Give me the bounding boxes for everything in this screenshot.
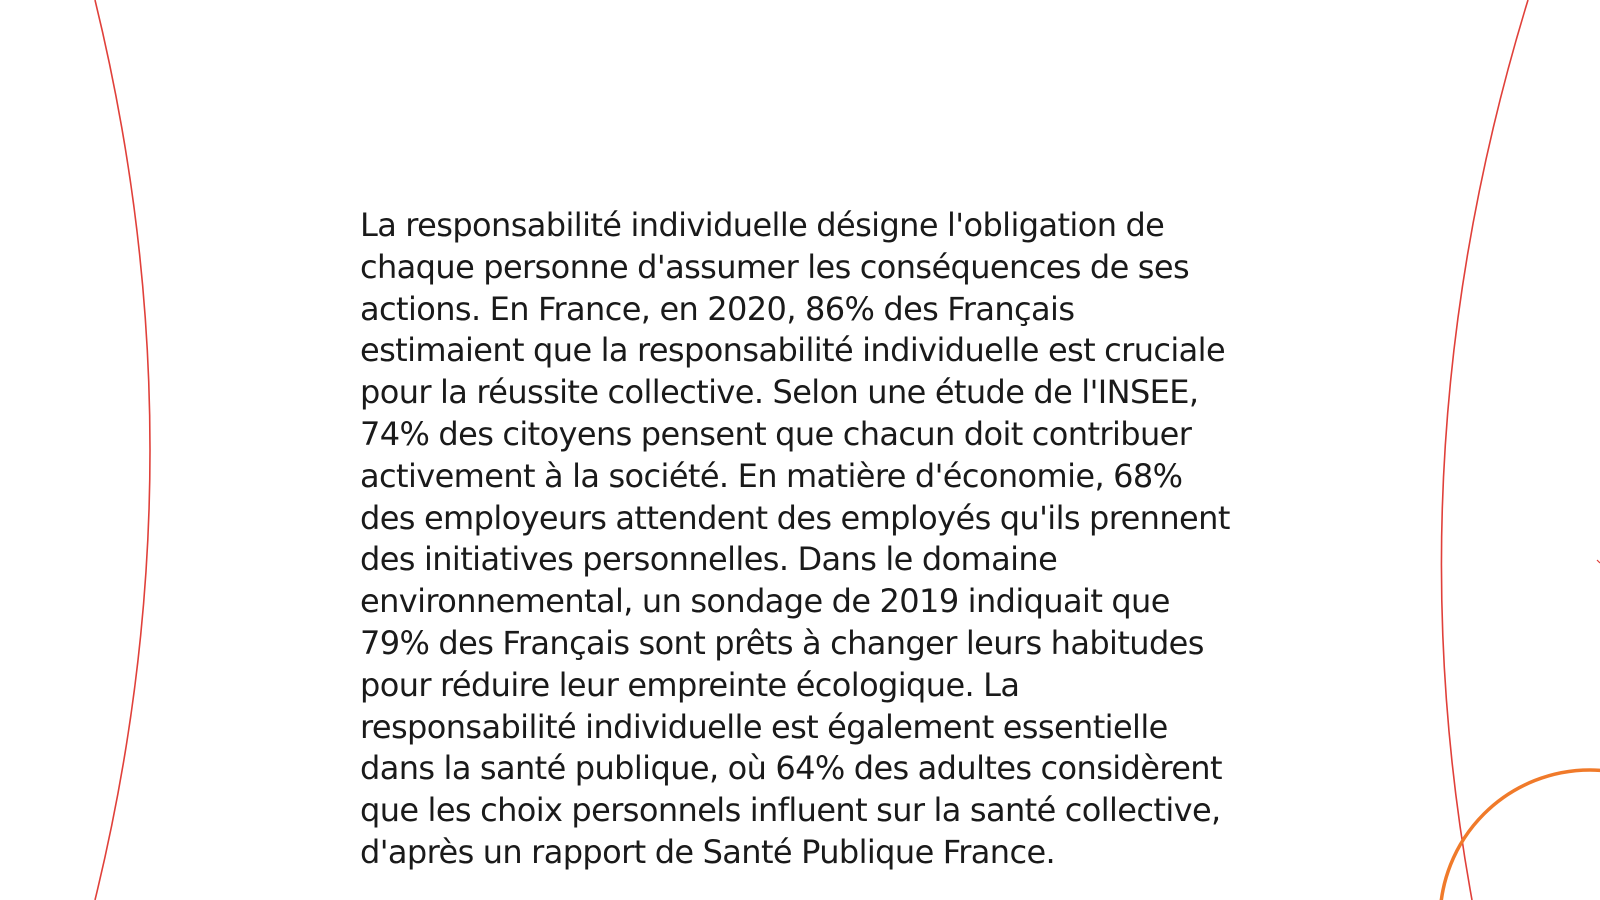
corner-circle — [1440, 770, 1600, 900]
right-arc-line — [1441, 0, 1528, 900]
body-paragraph: La responsabilité individuelle désigne l'obligation de chaque personne d'assumer les conséquences de ses actions. En France, en 2020, 86% des Français estimaient que la responsabilité individuelle est cruciale pour la réussite collective. Selon une étude de l'INSEE, 74% des citoyens pensent que chacun doit contribuer activement à la société. En matière d'économie, 68% des employeurs attendent des employés qu'ils prennent des initiatives personnelles. Dans le domaine environnemental, un sondage de 2019 indiquait que 79% des Français sont prêts à changer leurs habitudes pour réduire leur empreinte écologique. La responsabilité individuelle est également essentielle dans la santé publique, où 64% des adultes considèrent que les choix personnels influent sur la santé collective, d'après un rapport de Santé Publique France. — [360, 206, 1230, 871]
left-arc-line — [95, 0, 150, 900]
